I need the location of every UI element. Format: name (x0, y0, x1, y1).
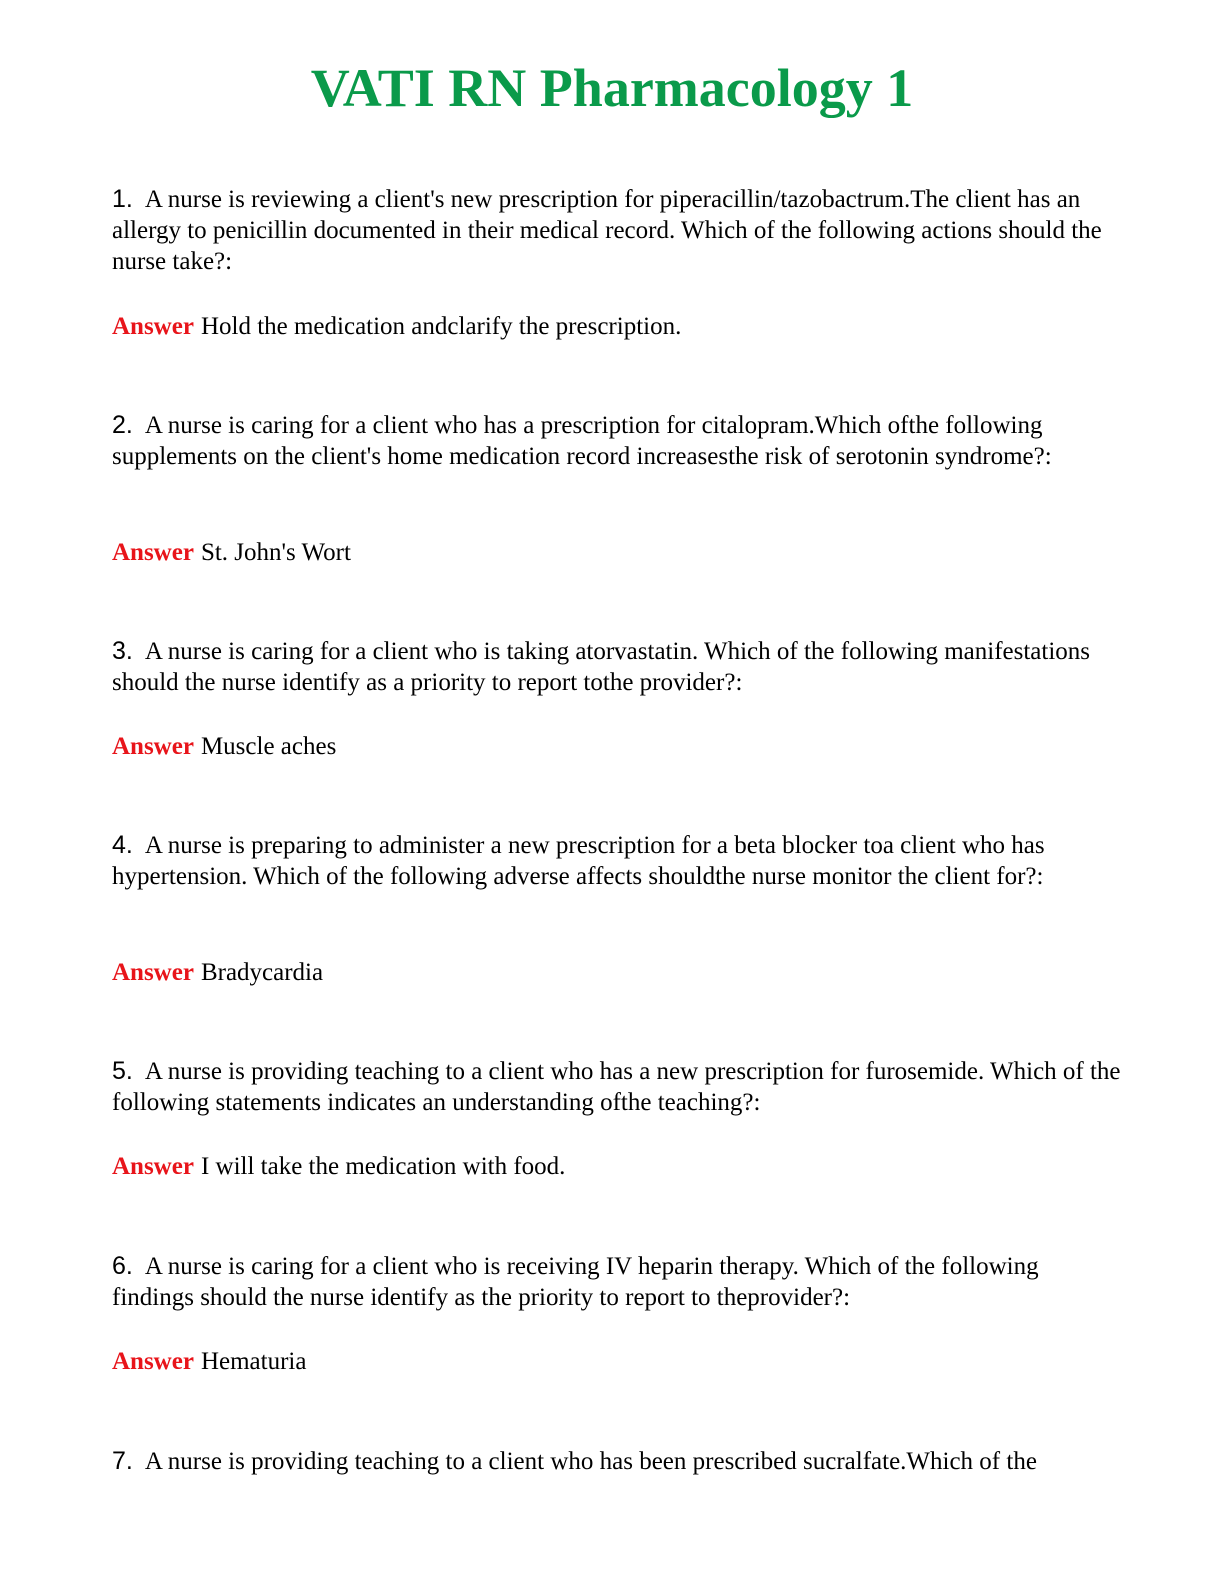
question-number: 6. (112, 1252, 133, 1280)
answer-text: Bradycardia (200, 959, 324, 986)
question-text (112, 636, 1122, 698)
answer-label: Answer (112, 1153, 194, 1180)
document-title: VATI RN Pharmacology 1 (310, 58, 914, 118)
question-body: A nurse is caring for a client who is receiving IV heparin therapy. Which of the following findings should the nurse identify as the priority to report to theprovider?: (112, 1253, 1039, 1311)
answer-label: Answer (112, 733, 194, 760)
question-text (112, 1446, 1122, 1477)
question-body: A nurse is caring for a client who has a prescription for citalopram.Which ofthe following supplements on the client's home medication record increasesthe risk of serotonin syndrome?: (112, 412, 1052, 470)
answer-text: St. John's Wort (200, 539, 351, 566)
question-text (112, 184, 1122, 277)
question-2 (112, 410, 1122, 472)
question-number: 2. (112, 411, 133, 439)
answer-label: Answer (112, 313, 194, 340)
answer-label: Answer (112, 1348, 194, 1375)
question-body: A nurse is providing teaching to a client who has been prescribed sucralfate.Which of the (144, 1448, 1037, 1475)
answer-text: Hematuria (200, 1348, 307, 1375)
question-number: 7. (112, 1447, 133, 1475)
question-3 (112, 636, 1122, 698)
answer-text: Muscle aches (200, 733, 337, 760)
answer-1 (112, 311, 1122, 342)
question-4 (112, 830, 1122, 892)
question-body: A nurse is preparing to administer a new prescription for a beta blocker toa client who has hypertension. Which of the following adverse affects shouldthe nurse monitor the client for?: (112, 832, 1045, 890)
question-number: 5. (112, 1057, 133, 1085)
question-7 (112, 1446, 1122, 1477)
question-text (112, 410, 1122, 472)
question-number: 4. (112, 831, 133, 859)
question-body: A nurse is reviewing a client's new prescription for piperacillin/tazobactrum.The client has an allergy to penicillin documented in their medical record. Which of the following actions should the nurse take?: (112, 186, 1102, 275)
question-number: 3. (112, 637, 133, 665)
question-body: A nurse is caring for a client who is taking atorvastatin. Which of the following manifestations should the nurse identify as a priority to report tothe provider?: (112, 638, 1091, 696)
answer-5 (112, 1151, 1122, 1182)
answer-text: Hold the medication andclarify the prescription. (200, 313, 682, 340)
answer-2 (112, 537, 1122, 568)
answer-3 (112, 731, 1122, 762)
question-text (112, 1251, 1122, 1313)
question-6 (112, 1251, 1122, 1313)
question-number: 1. (112, 185, 133, 213)
question-5 (112, 1056, 1122, 1118)
question-body: A nurse is providing teaching to a client who has a new prescription for furosemide. Which of the following statements indicates an understanding ofthe teaching?: (112, 1058, 1121, 1116)
answer-text: I will take the medication with food. (200, 1153, 566, 1180)
answer-label: Answer (112, 539, 194, 566)
answer-label: Answer (112, 959, 194, 986)
question-text (112, 1056, 1122, 1118)
question-1 (112, 184, 1122, 277)
answer-4 (112, 957, 1122, 988)
question-text (112, 830, 1122, 892)
answer-6 (112, 1346, 1122, 1377)
